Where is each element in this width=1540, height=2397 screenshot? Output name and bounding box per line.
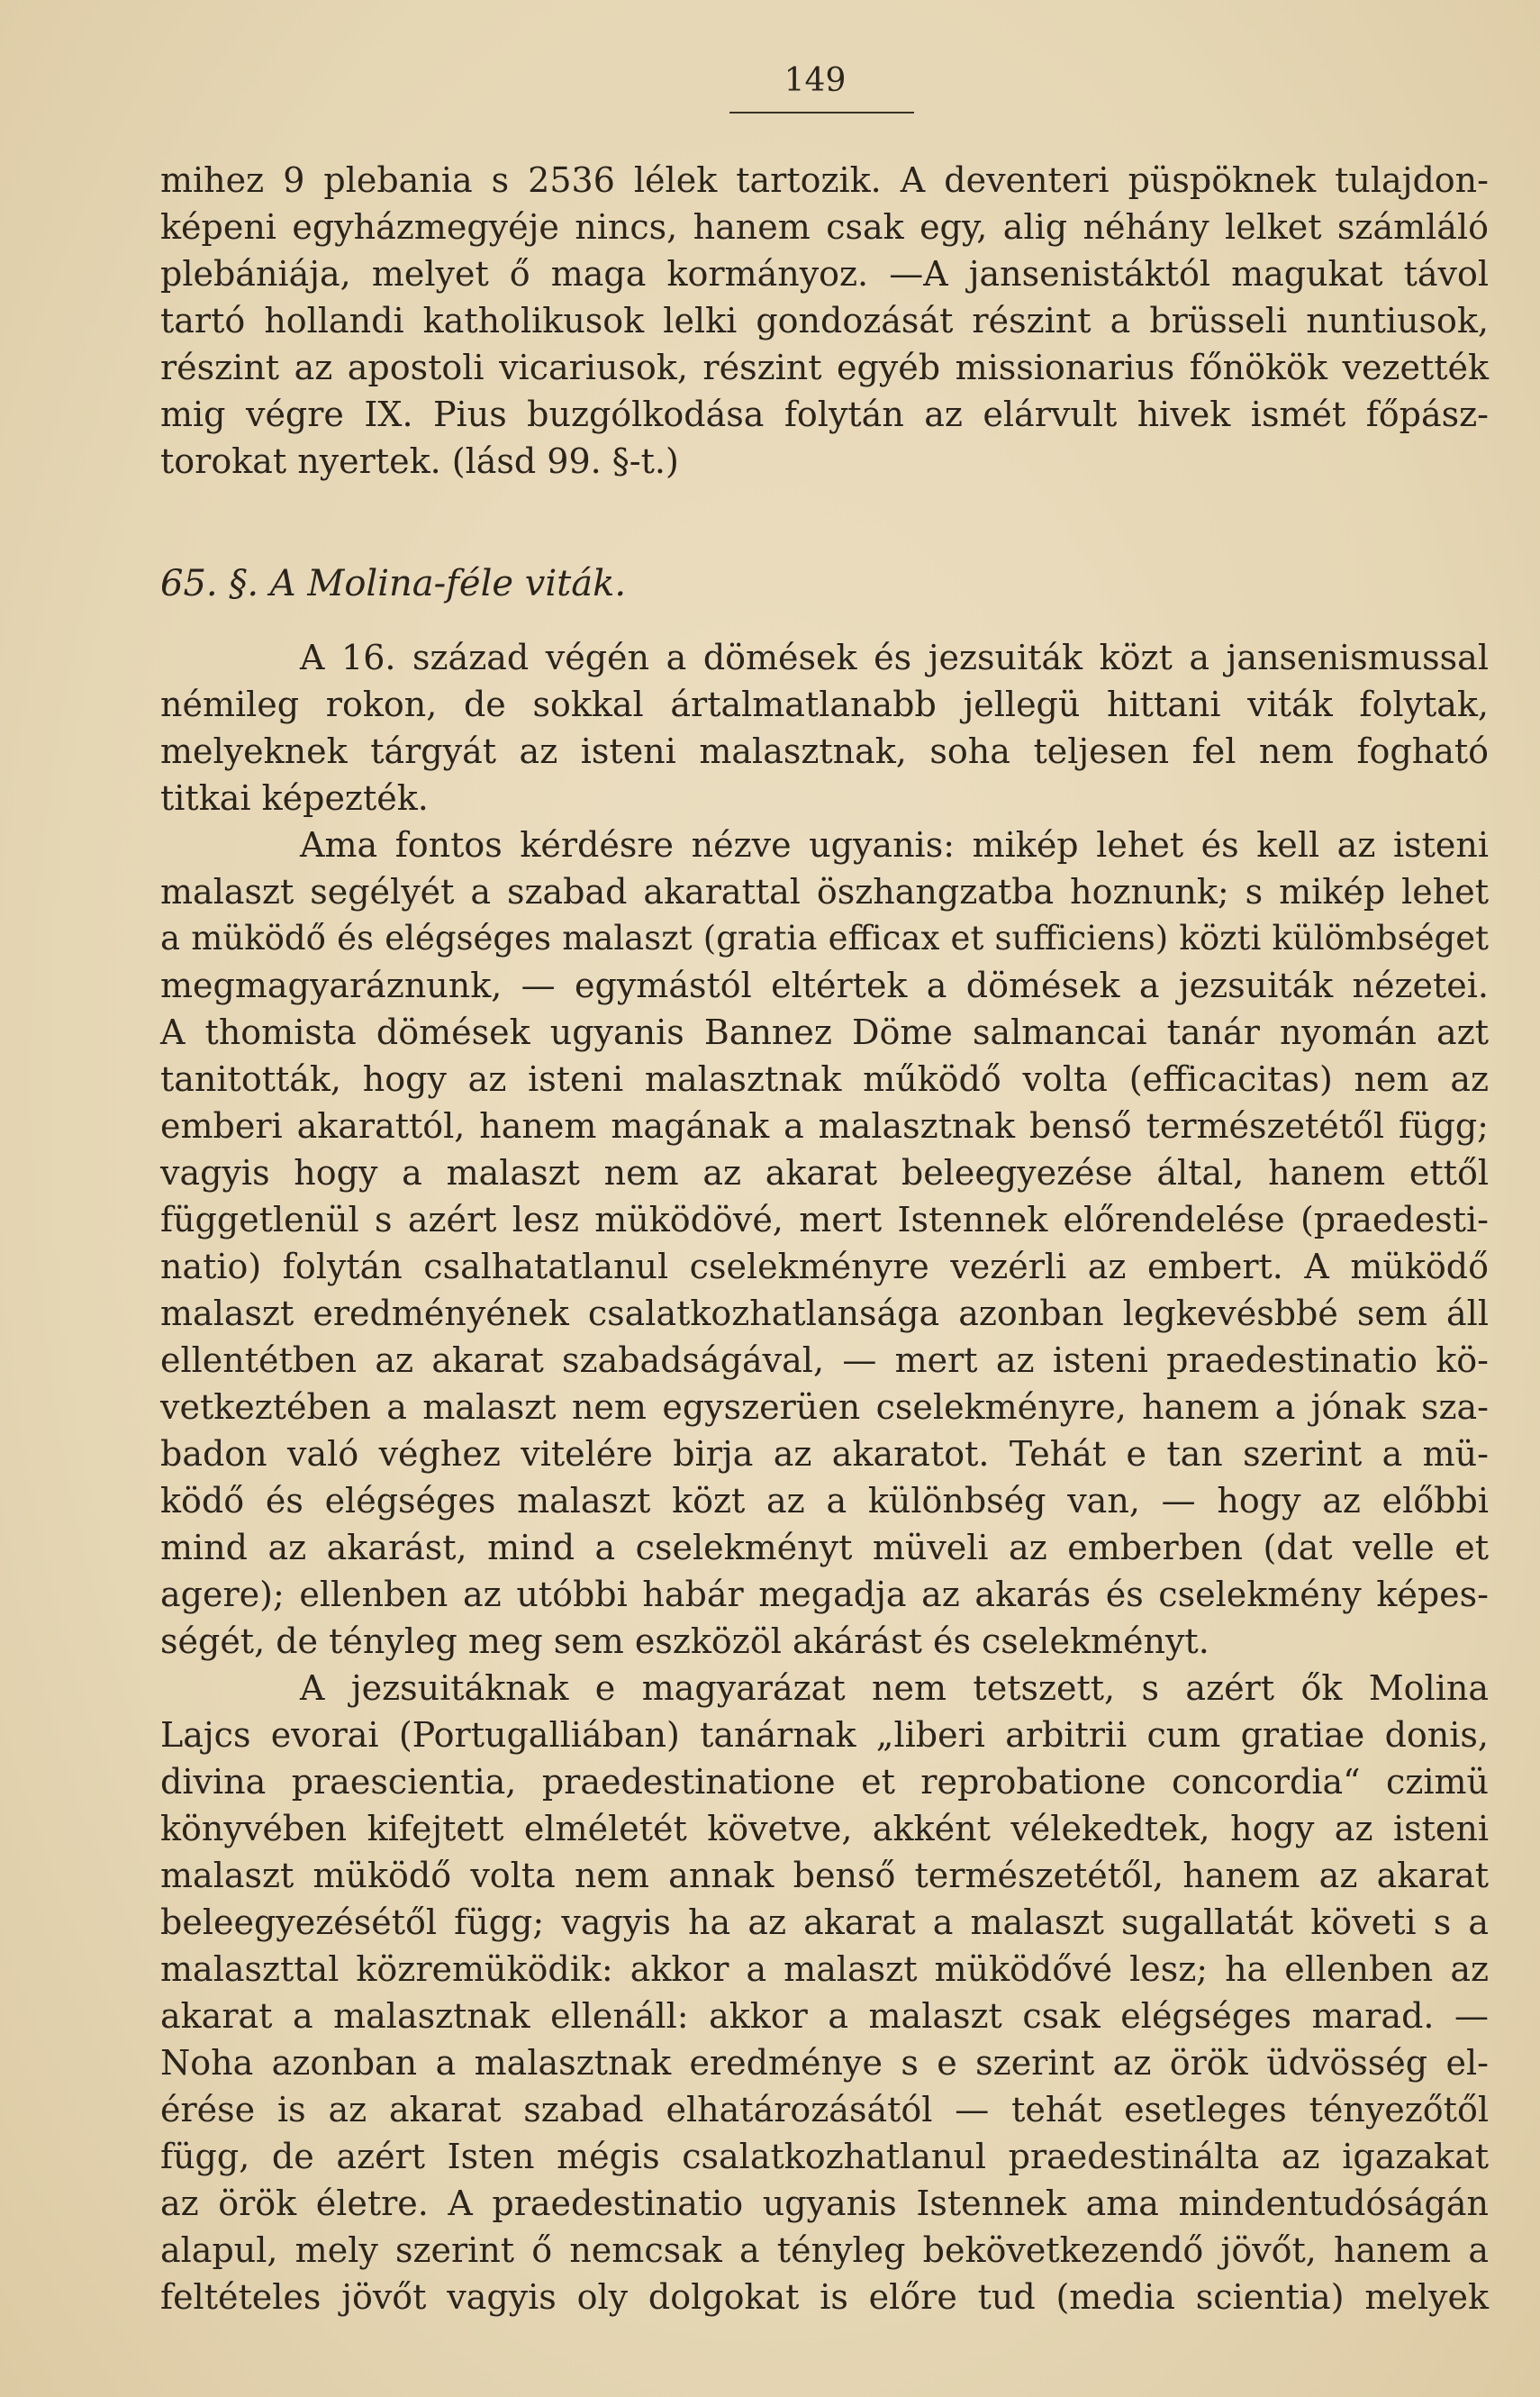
text-line: függ, de azért Isten mégis csalatkozhatlanul praedestinálta az igazakat xyxy=(160,2137,1489,2176)
text-line: torokat nyertek. (lásd 99. §-t.) xyxy=(160,441,679,481)
text-line: malaszt müködő volta nem annak benső természetétől, hanem az akarat xyxy=(160,1856,1489,1895)
section-heading: 65. §. A Molina-féle viták. xyxy=(160,563,627,604)
text-line: megmagyaráznunk, — egymástól eltértek a dömések a jezsuiták nézetei. xyxy=(160,966,1489,1005)
text-line: képeni egyházmegyéje nincs, hanem csak egy, alig néhány lelket számláló xyxy=(160,207,1489,247)
text-line: malaszt segélyét a szabad akarattal öszhangzatba hoznunk; s mikép lehet xyxy=(160,872,1489,912)
text-line: az örök életre. A praedestinatio ugyanis Istennek ama mindentudóságán xyxy=(160,2184,1489,2223)
text-line: A thomista dömések ugyanis Bannez Döme salmancai tanár nyomán azt xyxy=(160,1012,1489,1052)
page-number: 149 xyxy=(784,62,847,99)
text-line: melyeknek tárgyát az isteni malasztnak, soha teljesen fel nem fogható xyxy=(160,731,1489,771)
text-line: mind az akarást, mind a cselekményt müveli az emberben (dat velle et xyxy=(160,1528,1489,1567)
text-line: natio) folytán csalhatatlanul cselekményre vezérli az embert. A müködő xyxy=(160,1247,1489,1286)
text-line: vagyis hogy a malaszt nem az akarat beleegyezése által, hanem ettől xyxy=(160,1153,1489,1193)
text-line: függetlenül s azért lesz müködövé, mert Istennek előrendelése (praedesti- xyxy=(160,1200,1489,1239)
text-line: tanitották, hogy az isteni malasztnak működő volta (efficacitas) nem az xyxy=(160,1059,1489,1099)
text-line: könyvében kifejtett elméletét követve, akként vélekedtek, hogy az isteni xyxy=(160,1809,1489,1848)
text-line: beleegyezésétől függ; vagyis ha az akarat a malaszt sugallatát követi s a xyxy=(160,1902,1489,1942)
text-line: némileg rokon, de sokkal ártalmatlanabb jellegü hittani viták folytak, xyxy=(160,685,1489,724)
text-line: részint az apostoli vicariusok, részint egyéb missionarius főnökök vezették xyxy=(160,348,1489,387)
header-rule xyxy=(729,112,914,113)
text-line: tartó hollandi katholikusok lelki gondozását részint a brüsseli nuntiusok, xyxy=(160,301,1489,340)
text-line: badon való véghez vitelére birja az akaratot. Tehát e tan szerint a mü- xyxy=(160,1434,1489,1474)
text-block-main xyxy=(160,634,1489,2320)
text-line: Noha azonban a malasztnak eredménye s e szerint az örök üdvösség el- xyxy=(160,2043,1489,2083)
text-line: vetkeztében a malaszt nem egyszerüen cselekményre, hanem a jónak sza- xyxy=(160,1387,1489,1427)
text-line: malaszttal közremüködik: akkor a malaszt müködővé lesz; ha ellenben az xyxy=(160,1949,1489,1989)
text-line: emberi akarattól, hanem magának a malasztnak benső természetétől függ; xyxy=(160,1106,1489,1146)
text-line: Lajcs evorai (Portugalliában) tanárnak „liberi arbitrii cum gratiae donis, xyxy=(160,1715,1489,1755)
text-line: plebániája, melyet ő maga kormányoz. —A jansenistáktól magukat távol xyxy=(160,254,1489,294)
text-line: mihez 9 plebania s 2536 lélek tartozik. A deventeri püspöknek tulajdon- xyxy=(160,160,1489,200)
text-line: ködő és elégséges malaszt közt az a különbség van, — hogy az előbbi xyxy=(160,1481,1489,1521)
text-line: ellentétben az akarat szabadságával, — mert az isteni praedestinatio kö- xyxy=(160,1340,1489,1380)
text-line: alapul, mely szerint ő nemcsak a tényleg bekövetkezendő jövőt, hanem a xyxy=(160,2230,1489,2270)
text-line: A jezsuitáknak e magyarázat nem tetszett, s azért ők Molina xyxy=(300,1668,1489,1708)
text-line: ségét, de tényleg meg sem eszközöl akárást és cselekményt. xyxy=(160,1621,1209,1661)
text-line: malaszt eredményének csalatkozhatlansága azonban legkevésbbé sem áll xyxy=(160,1294,1489,1333)
text-line: mig végre IX. Pius buzgólkodása folytán az elárvult hivek ismét főpász- xyxy=(160,395,1489,434)
text-line: érése is az akarat szabad elhatározásától — tehát esetleges tényezőtől xyxy=(160,2090,1489,2129)
text-line: titkai képezték. xyxy=(160,778,429,818)
text-line: a müködő és elégséges malaszt (gratia efficax et sufficiens) közti külömbséget xyxy=(160,919,1489,958)
text-line: Ama fontos kérdésre nézve ugyanis: mikép lehet és kell az isteni xyxy=(300,825,1489,865)
text-line: divina praescientia, praedestinatione et reprobatione concordia“ czimü xyxy=(160,1762,1489,1802)
text-line: feltételes jövőt vagyis oly dolgokat is előre tud (media scientia) melyek xyxy=(160,2277,1489,2317)
text-line: akarat a malasztnak ellenáll: akkor a malaszt csak elégséges marad. — xyxy=(160,1996,1489,2036)
text-line: A 16. század végén a dömések és jezsuiták közt a jansenismussal xyxy=(300,638,1489,677)
text-line: agere); ellenben az utóbbi habár megadja az akarás és cselekmény képes- xyxy=(160,1575,1489,1614)
text-block-intro xyxy=(160,157,1489,485)
